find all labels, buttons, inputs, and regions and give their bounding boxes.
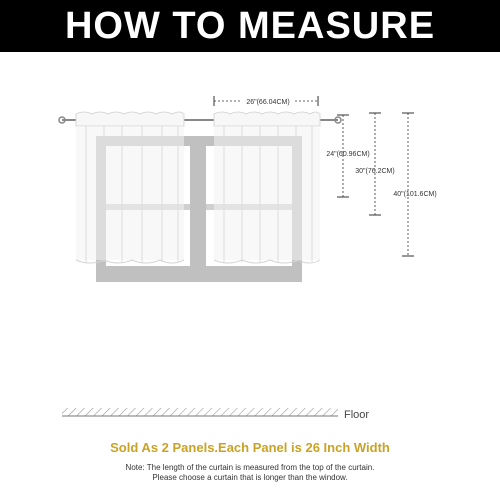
height-40-label: 40"(101.6CM)	[393, 191, 437, 198]
floor	[62, 408, 369, 421]
height-30-label: 30"(76.2CM)	[355, 168, 395, 175]
page-title: HOW TO MEASURE	[64, 4, 436, 47]
height-dimension-24	[326, 115, 369, 197]
floor-label: Floor	[344, 409, 370, 421]
height-dimension-40	[393, 113, 436, 256]
header-banner	[0, 0, 500, 52]
right-curtain-panel	[214, 112, 320, 263]
note-line-2: Please choose a curtain that is longer than the window.	[152, 473, 348, 482]
measurement-illustration	[0, 52, 500, 432]
width-dimension	[214, 96, 318, 106]
sold-as-text: Sold As 2 Panels.Each Panel is 26 Inch Width	[110, 440, 390, 455]
measure-note	[0, 463, 500, 483]
height-24-label: 24"(60.96CM)	[326, 151, 370, 158]
height-dimension-30	[355, 113, 394, 215]
note-line-1: Note: The length of the curtain is measured from the top of the curtain.	[125, 463, 375, 472]
width-label: 26"(66.04CM)	[246, 99, 290, 106]
left-curtain-panel	[76, 112, 184, 263]
